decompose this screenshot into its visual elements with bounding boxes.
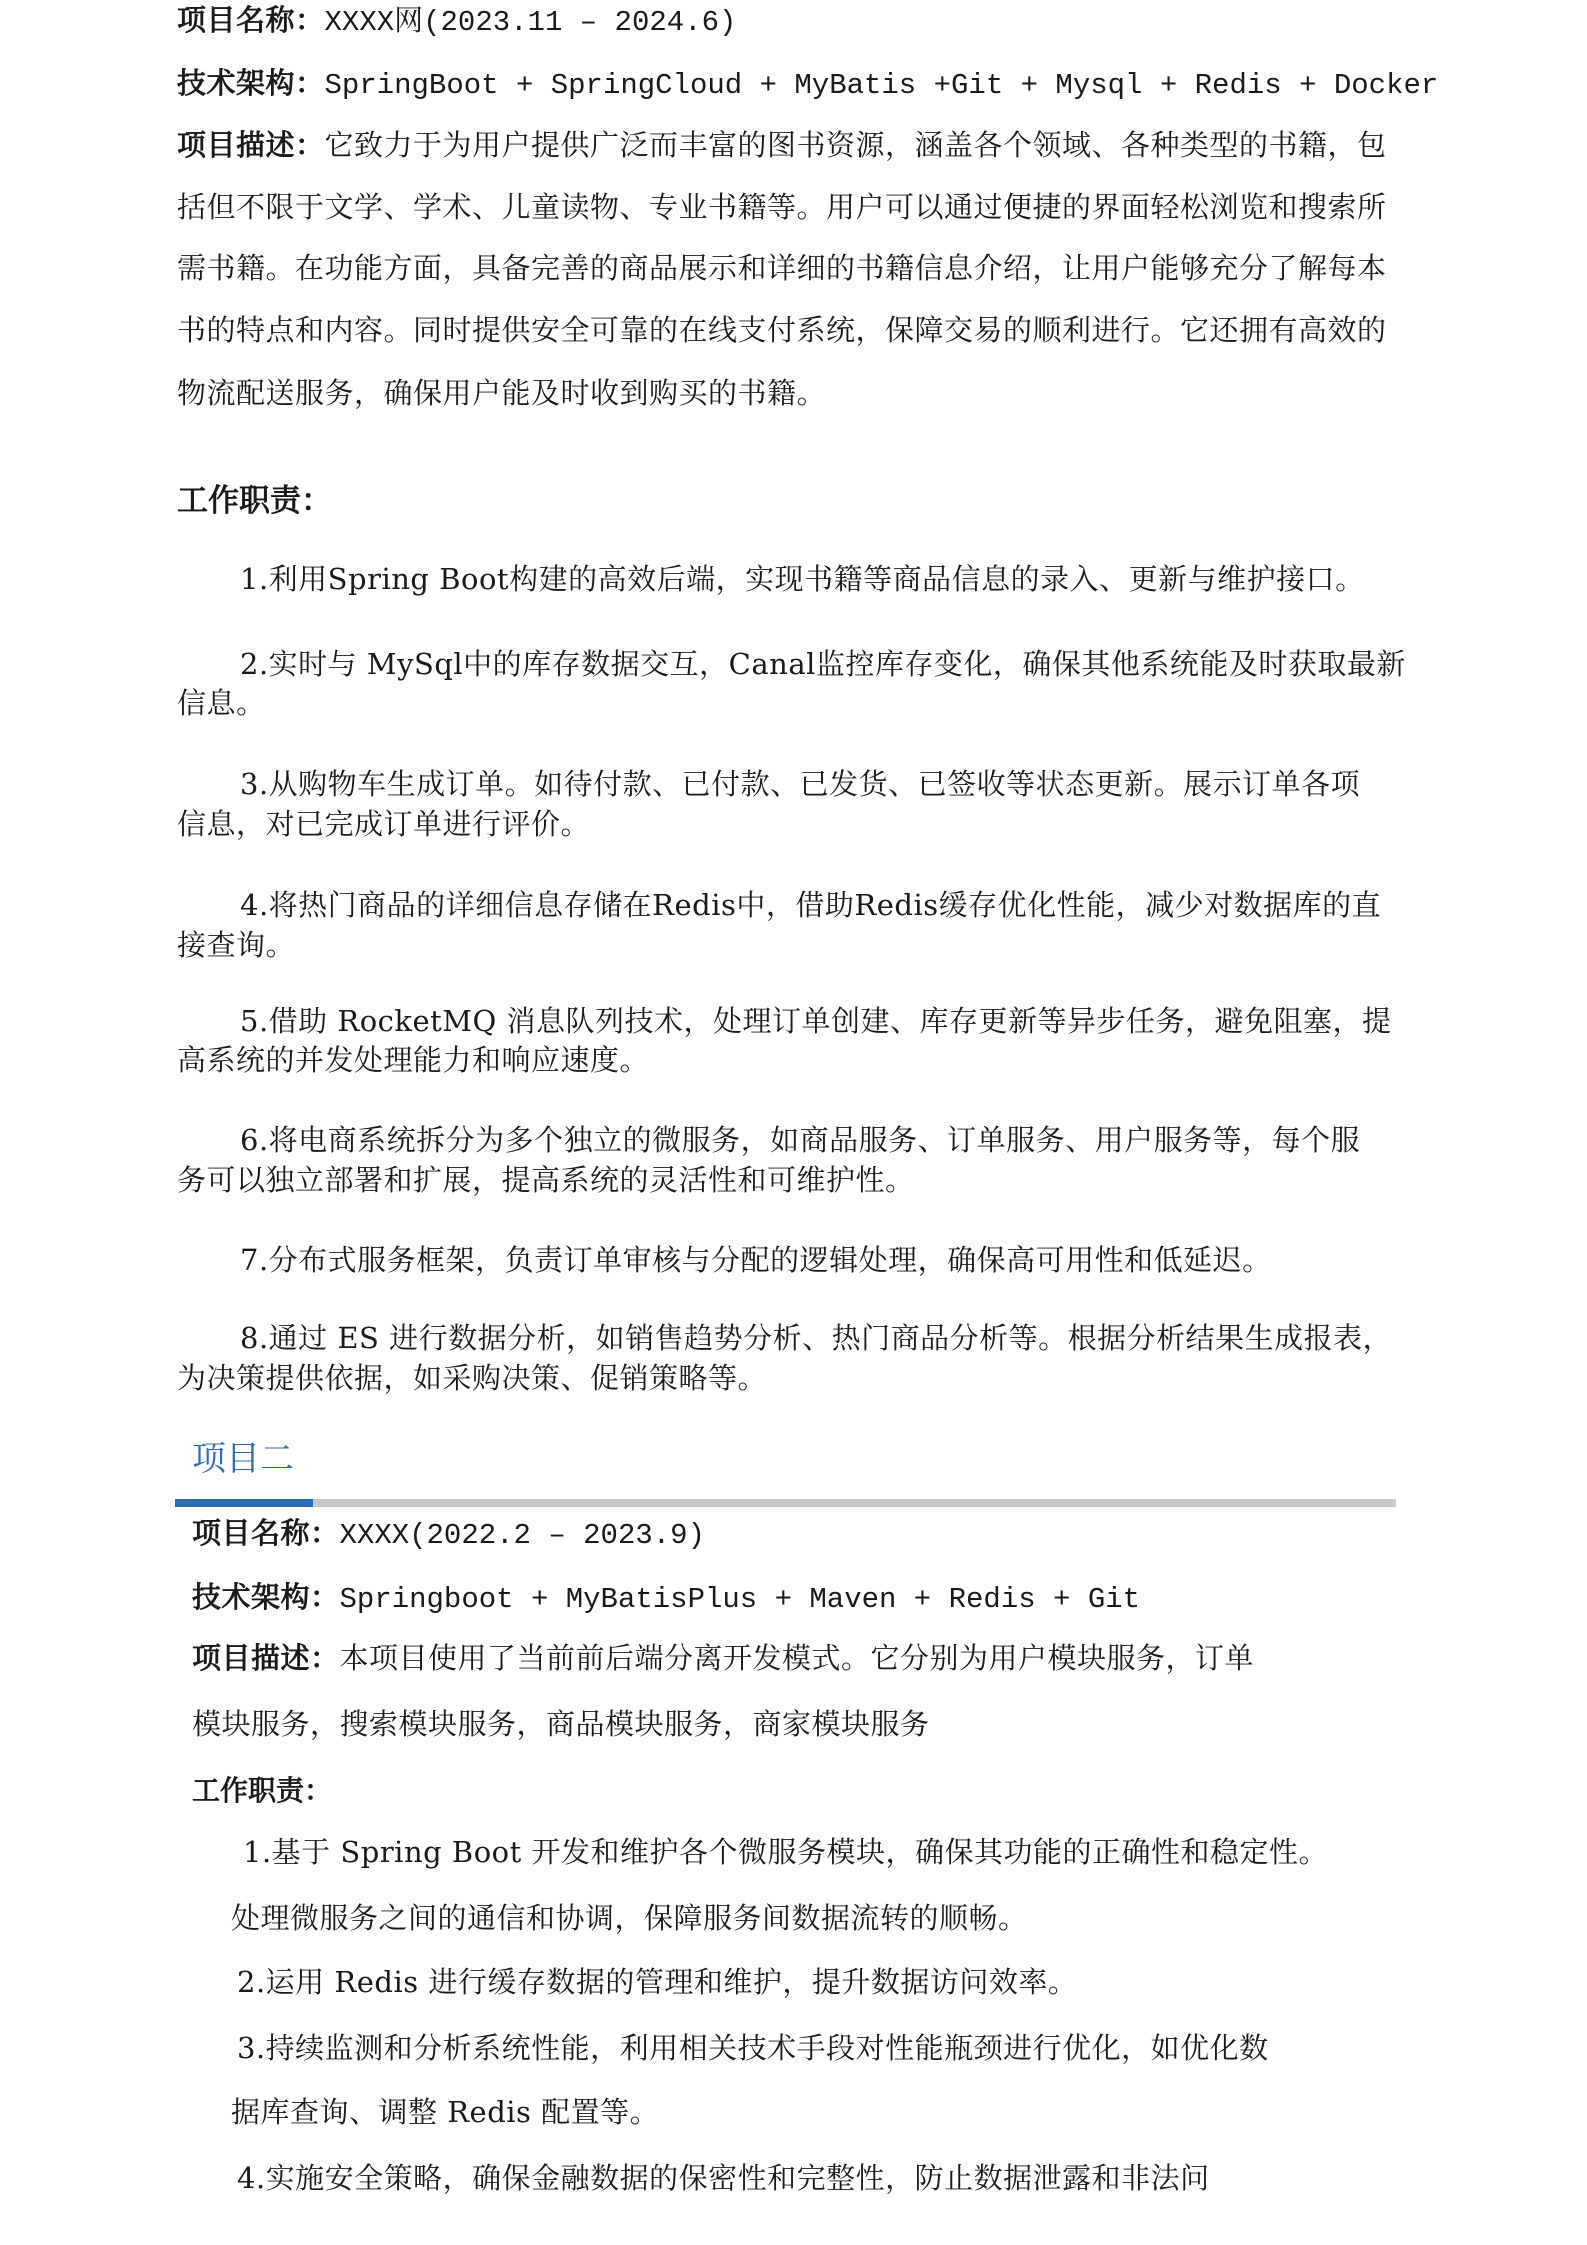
section-divider-accent xyxy=(175,1499,313,1507)
description-line: 书的特点和内容。同时提供安全可靠的在线支付系统，保障交易的顺利进行。它还拥有高效的 xyxy=(177,313,1387,347)
duty-item-3-cont: 据库查询、调整 Redis 配置等。 xyxy=(231,2095,660,2129)
project-name-value: XXXX网(2023.11 – 2024.6) xyxy=(324,6,737,39)
duty-item-5: 5.借助 RocketMQ 消息队列技术，处理订单创建、库存更新等异步任务，避免阻塞，提 xyxy=(240,1004,1392,1038)
description-text: 本项目使用了当前前后端分离开发模式。它分别为用户模块服务，订单 xyxy=(339,1641,1255,1675)
tech-stack-value: Springboot + MyBatisPlus + Maven + Redis + Git xyxy=(339,1583,1141,1616)
project2-title: 项目二 xyxy=(192,1439,294,1479)
duty-item-1: 1.利用Spring Boot构建的高效后端，实现书籍等商品信息的录入、更新与维护接口。 xyxy=(240,562,1365,596)
duty-item-6-cont: 务可以独立部署和扩展，提高系统的灵活性和可维护性。 xyxy=(177,1163,915,1197)
duty-item-2: 2.实时与 MySql中的库存数据交互，Canal监控库存变化，确保其他系统能及时获取最新 xyxy=(240,647,1406,681)
duty-item-8-cont: 为决策提供依据，如采购决策、促销策略等。 xyxy=(177,1361,768,1395)
description-line: 模块服务，搜索模块服务，商品模块服务，商家模块服务 xyxy=(192,1707,930,1741)
project2-name-row xyxy=(192,1513,705,1553)
duty-item-4: 4.实施安全策略，确保金融数据的保密性和完整性，防止数据泄露和非法问 xyxy=(237,2161,1210,2195)
description-line xyxy=(177,125,1387,165)
project2-tech-row xyxy=(192,1577,1140,1617)
duty-item-5-cont: 高系统的并发处理能力和响应速度。 xyxy=(177,1043,650,1077)
section-divider xyxy=(175,1499,1396,1507)
duty-item-1-cont: 处理微服务之间的通信和协调，保障服务间数据流转的顺畅。 xyxy=(231,1901,1028,1935)
duty-item-7: 7.分布式服务框架，负责订单审核与分配的逻辑处理，确保高可用性和低延迟。 xyxy=(240,1243,1272,1277)
duty-item-4-cont: 接查询。 xyxy=(177,928,296,962)
duty-item-1: 1.基于 Spring Boot 开发和维护各个微服务模块，确保其功能的正确性和稳定性。 xyxy=(243,1835,1329,1869)
description-text: 它致力于为用户提供广泛而丰富的图书资源，涵盖各个领域、各种类型的书籍，包 xyxy=(324,128,1387,162)
tech-stack-label: 技术架构： xyxy=(192,1580,340,1614)
project-name-value: XXXX(2022.2 – 2023.9) xyxy=(339,1519,705,1552)
duty-item-6: 6.将电商系统拆分为多个独立的微服务，如商品服务、订单服务、用户服务等，每个服 xyxy=(240,1123,1361,1157)
duty-item-4: 4.将热门商品的详细信息存储在Redis中，借助Redis缓存优化性能，减少对数据库的直 xyxy=(240,888,1382,922)
description-label: 项目描述： xyxy=(192,1641,340,1675)
project1-name-row xyxy=(177,0,736,40)
tech-stack-value: SpringBoot + SpringCloud + MyBatis +Git + Mysql + Redis + Docker xyxy=(324,69,1439,102)
description-line: 括但不限于文学、学术、儿童读物、专业书籍等。用户可以通过便捷的界面轻松浏览和搜索所 xyxy=(177,190,1387,224)
duty-item-3: 3.持续监测和分析系统性能，利用相关技术手段对性能瓶颈进行优化，如优化数 xyxy=(237,2031,1269,2065)
description-line xyxy=(192,1638,1254,1678)
project1-tech-row xyxy=(177,63,1438,103)
duty-item-3-cont: 信息，对已完成订单进行评价。 xyxy=(177,807,591,841)
duty-item-8: 8.通过 ES 进行数据分析，如销售趋势分析、热门商品分析等。根据分析结果生成报表， xyxy=(240,1321,1393,1355)
duty-item-2-cont: 信息。 xyxy=(177,686,266,720)
project-name-label: 项目名称： xyxy=(192,1516,340,1550)
duties-heading: 工作职责： xyxy=(192,1774,333,1807)
duty-item-3: 3.从购物车生成订单。如待付款、已付款、已发货、已签收等状态更新。展示订单各项 xyxy=(240,767,1361,801)
tech-stack-label: 技术架构： xyxy=(177,66,325,100)
duties-heading: 工作职责： xyxy=(177,483,332,519)
description-label: 项目描述： xyxy=(177,128,325,162)
description-line: 物流配送服务，确保用户能及时收到购买的书籍。 xyxy=(177,376,827,410)
description-line: 需书籍。在功能方面，具备完善的商品展示和详细的书籍信息介绍，让用户能够充分了解每本 xyxy=(177,251,1387,285)
project-name-label: 项目名称： xyxy=(177,3,325,37)
duty-item-2: 2.运用 Redis 进行缓存数据的管理和维护，提升数据访问效率。 xyxy=(237,1965,1078,1999)
